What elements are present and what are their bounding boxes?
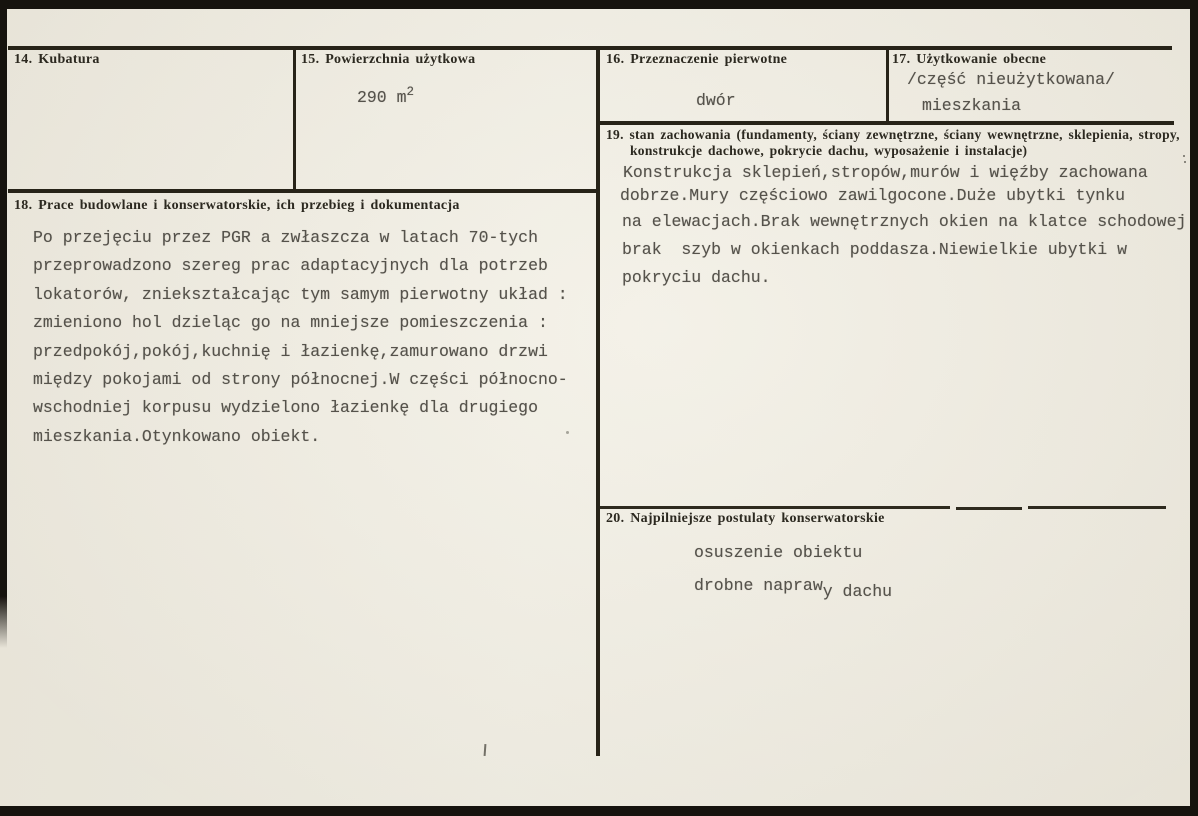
field-20-body-line-2: drobne naprawy dachu — [694, 576, 893, 601]
field-20-label: 20. Najpilniejsze postulaty konserwatorskie — [606, 511, 885, 526]
field-19-label-line-2: konstrukcje dachowe, pokrycie dachu, wyposażenie i instalacje) — [630, 143, 1028, 158]
field-15-label: 15. Powierzchnia użytkowa — [301, 52, 476, 67]
field-19-body-line: pokryciu dachu. — [622, 268, 771, 287]
scan-artifact — [484, 744, 487, 756]
scan-artifact — [1184, 161, 1186, 163]
square-meter-superscript: 2 — [406, 85, 415, 99]
scan-edge-left — [0, 0, 7, 648]
field-19-body-line: dobrze.Mury częściowo zawilgocone.Duże ubytki tynku — [620, 186, 1125, 205]
field-15-value: 290 $m^2$ — [357, 85, 415, 107]
divider-field20-segment-2 — [956, 507, 1022, 510]
scan-edge-bottom — [0, 806, 1198, 816]
field-18-body-line: przedpokój,pokój,kuchnię i łazienkę,zamurowano drzwi — [33, 341, 548, 361]
scan-edge-right — [1190, 0, 1198, 816]
typewriter-baseline-drop: y dachu — [822, 582, 893, 601]
field-18-body-line: przeprowadzono szereg prac adaptacyjnych dla potrzeb — [33, 256, 548, 276]
field-19-body-line: na elewacjach.Brak wewnętrznych okien na klatce schodowej — [622, 212, 1187, 231]
field-18-body-line: lokatorów, zniekształcając tym samym pierwotny układ : — [33, 284, 568, 304]
field-17-value-line-1: /część nieużytkowana/ — [907, 70, 1115, 89]
scan-edge-top — [0, 0, 1198, 9]
field-20-body-line-1: osuszenie obiektu — [694, 543, 863, 562]
divider-right-upper-horizontal — [599, 121, 1174, 125]
divider-center-vertical — [596, 48, 600, 756]
field-18-body-line: między pokojami od strony północnej.W części północno- — [33, 369, 568, 389]
divider-top-horizontal — [8, 46, 1172, 50]
divider-field20-segment-1 — [600, 506, 950, 509]
scan-artifact — [566, 431, 569, 434]
field-18-body-line: wschodniej korpusu wydzielono łazienkę dla drugiego — [33, 398, 538, 418]
field-18-label: 18. Prace budowlane i konserwatorskie, ich przebieg i dokumentacja — [14, 198, 460, 213]
field-19-body-line: brak szyb w okienkach poddasza.Niewielkie ubytki w — [622, 240, 1127, 259]
divider-field20-segment-3 — [1028, 506, 1166, 509]
divider-left-middle-horizontal — [8, 189, 598, 193]
field-17-value-line-2: mieszkania — [922, 96, 1022, 115]
field-14-label: 14. Kubatura — [14, 52, 100, 67]
field-19-body-line: Konstrukcja sklepień,stropów,murów i więźby zachowana — [623, 163, 1148, 182]
field-16-label: 16. Przeznaczenie pierwotne — [606, 52, 788, 67]
divider-field16-field17 — [886, 48, 889, 122]
field-16-value: dwór — [696, 91, 736, 110]
field-18-body-line: mieszkania.Otynkowano obiekt. — [33, 426, 321, 446]
field-18-body-line: Po przejęciu przez PGR a zwłaszcza w latach 70-tych — [33, 228, 538, 247]
divider-field14-field15 — [293, 48, 296, 192]
scan-artifact — [1183, 155, 1185, 157]
field-18-body — [33, 228, 568, 455]
field-19-label-line-1: 19. stan zachowania (fundamenty, ściany zewnętrzne, ściany wewnętrzne, sklepienia, stropy, — [606, 127, 1180, 142]
field-18-body-line: zmieniono hol dzieląc go na mniejsze pomieszczenia : — [33, 313, 548, 333]
field-17-label: 17. Użytkowanie obecne — [892, 52, 1047, 67]
